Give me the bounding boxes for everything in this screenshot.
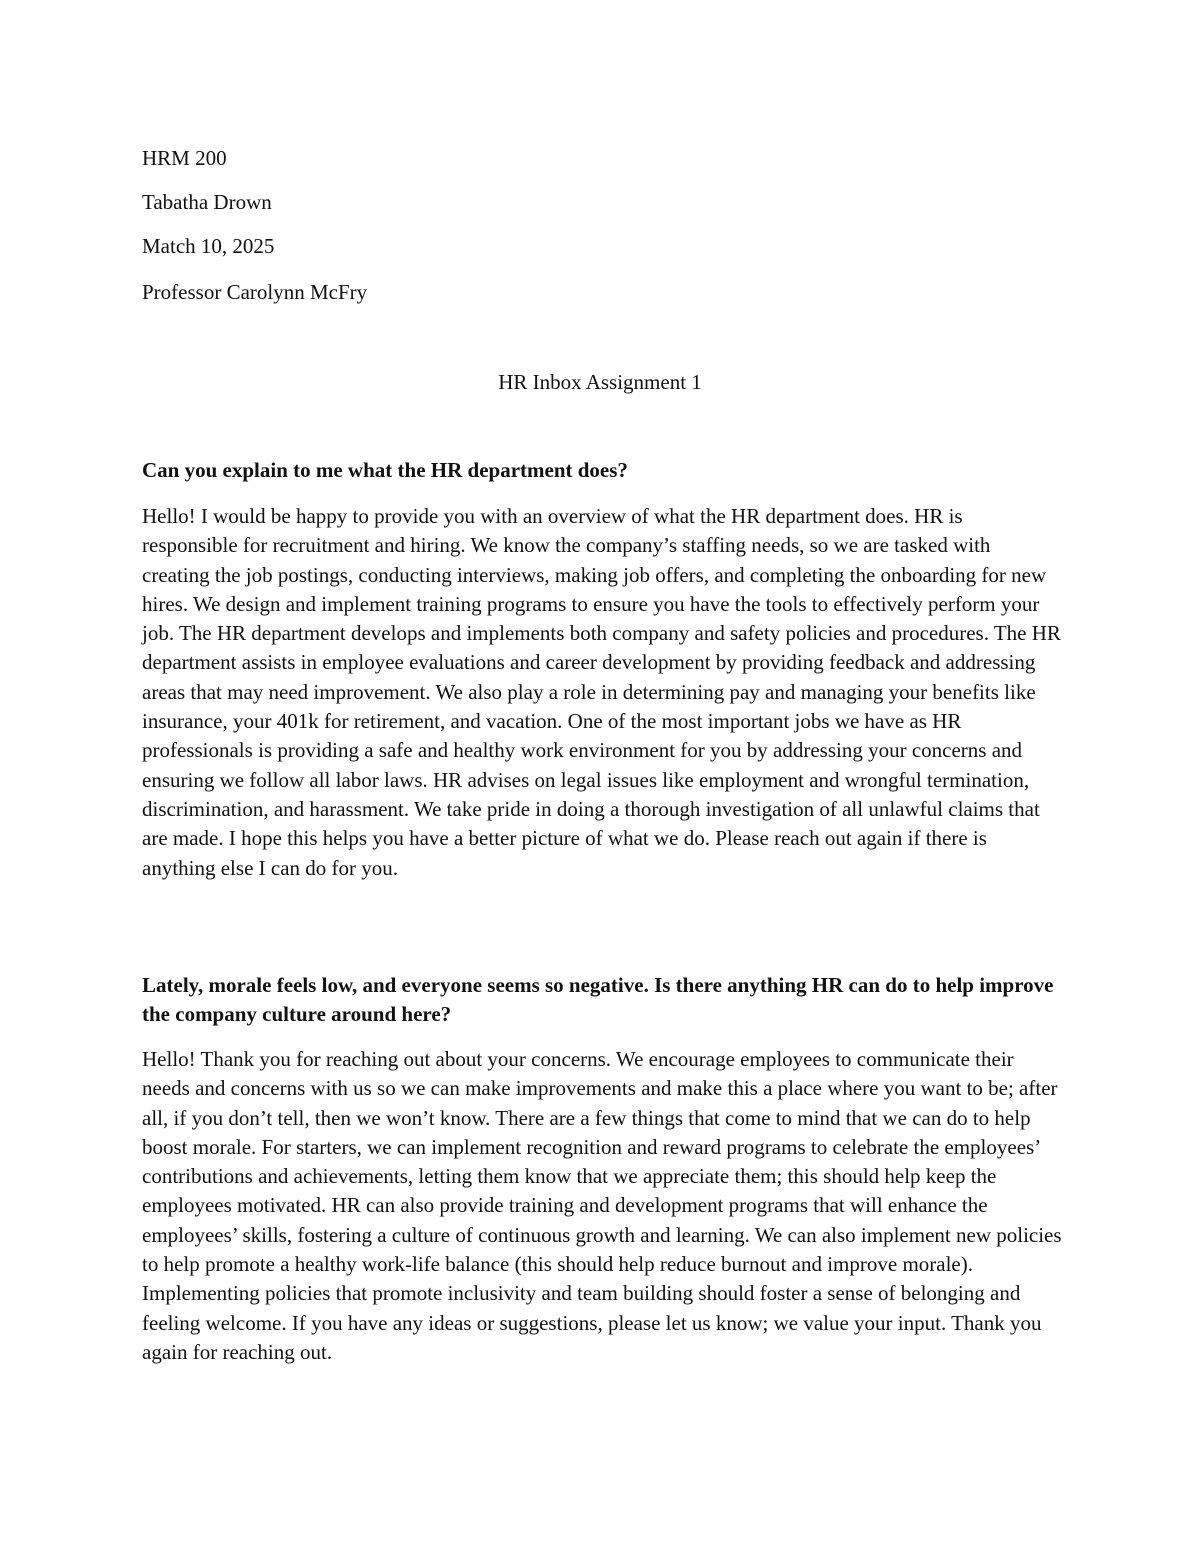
question-2: Lately, morale feels low, and everyone seems so negative. Is there anything HR can do to help improve the company culture around here? <box>142 973 1054 1026</box>
professor-line: Professor Carolynn McFry <box>142 280 368 304</box>
document-title: HR Inbox Assignment 1 <box>498 370 702 394</box>
question-1: Can you explain to me what the HR department does? <box>142 458 628 482</box>
answer-1: Hello! I would be happy to provide you with an overview of what the HR department does. HR is responsible for recruitment and hiring. We know the company’s staffing needs, so we are tasked with creating the job postings, conducting interviews, making job offers, and completing the onboarding for new hires. We design and implement training programs to ensure you have the tools to effectively perform your job. The HR department develops and implements both company and safety policies and procedures. The HR department assists in employee evaluations and career development by providing feedback and addressing areas that may need improvement. We also play a role in determining pay and managing your benefits like insurance, your 401k for retirement, and vacation. One of the most important jobs we have as HR professionals is providing a safe and healthy work environment for you by addressing your concerns and ensuring we follow all labor laws. HR advises on legal issues like employment and wrongful termination, discrimination, and harassment. We take pride in doing a thorough investigation of all unlawful claims that are made. I hope this helps you have a better picture of what we do. Please reach out again if there is anything else I can do for you. <box>142 504 1061 880</box>
author-line: Tabatha Drown <box>142 190 272 214</box>
answer-2: Hello! Thank you for reaching out about your concerns. We encourage employees to communicate their needs and concerns with us so we can make improvements and make this a place where you want to be; after all, if you don’t tell, then we won’t know. There are a few things that come to mind that we can do to help boost morale. For starters, we can implement recognition and reward programs to celebrate the employees’ contributions and achievements, letting them know that we appreciate them; this should help keep the employees motivated. HR can also provide training and development programs that will enhance the employees’ skills, fostering a culture of continuous growth and learning. We can also implement new policies to help promote a healthy work-life balance (this should help reduce burnout and improve morale). Implementing policies that promote inclusivity and team building should foster a sense of belonging and feeling welcome. If you have any ideas or suggestions, please let us know; we value your input. Thank you again for reaching out. <box>142 1047 1062 1364</box>
date-line: Match 10, 2025 <box>142 234 275 258</box>
course-line: HRM 200 <box>142 146 227 170</box>
